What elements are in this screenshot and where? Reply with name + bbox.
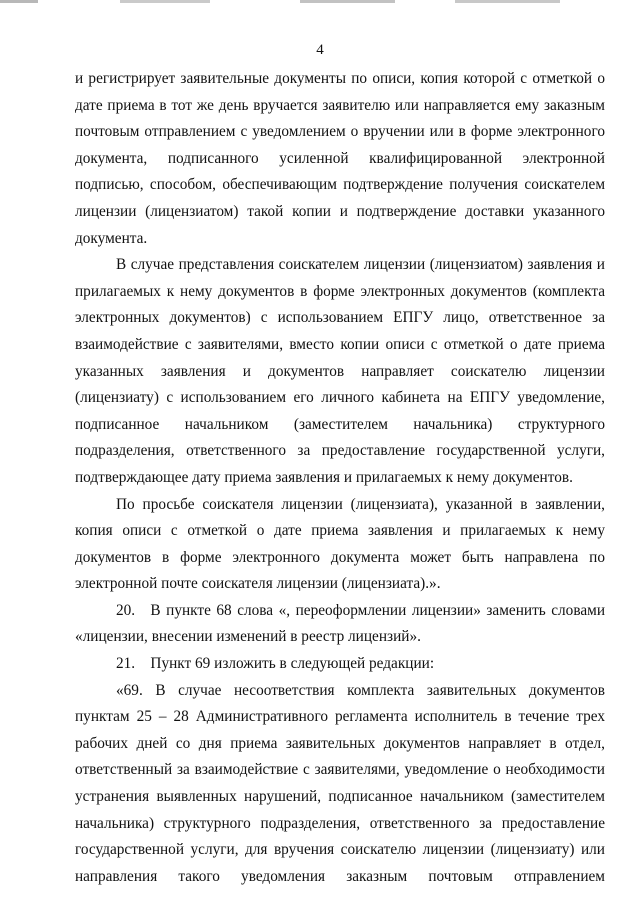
paragraph-email-copy: По просьбе соискателя лицензии (лицензиата), указанной в заявлении, копия описи с отметкой о дате приема заявления и прилагаемых к нему документов в форме электронного документа может быть направлена по электронной почте соискателя лицензии (лицензиата).». (75, 495, 605, 593)
paragraph-epgu-notification: В случае представления соискателем лицензии (лицензиатом) заявления и прилагаемых к нему документов в форме электронных документов (комплекта электронных документов) с использованием ЕПГУ лицо, ответственное за взаимодействие с заявителями, вместо копии описи с отметкой о дате приема указанных заявления и документов направляет соискателю лицензии (лицензиату) с использованием его личного кабинета на ЕПГУ уведомление, подписанное начальником (заместителем начальника) структурного подразделения, ответственного за предоставление государственной услуги, подтверждающее дату приема заявления и прилагаемых к нему документов. (75, 256, 605, 486)
document-body (75, 66, 605, 890)
paragraph-continuation: и регистрирует заявительные документы по описи, копия которой с отметкой о дате приема в тот же день вручается заявителю или направляется ему заказным почтовым отправлением с уведомлением о вручении или в форме электронного документа, подписанного усиленной квалифицированной электронной подписью, способом, обеспечивающим подтверждение получения соискателем лицензии (лицензиатом) такой копии и подтверждение доставки указанного документа. (75, 70, 605, 247)
paragraph-item-21: 21. Пункт 69 изложить в следующей редакции: (116, 655, 435, 673)
paragraph-item-20: 20. В пункте 68 слова «, переоформлении лицензии» заменить словами «лицензии, внесении изменений в реестр лицензий». (75, 601, 605, 646)
scan-top-edge (0, 0, 640, 3)
paragraph-item-69: «69. В случае несоответствия комплекта заявительных документов пунктам 25 – 28 Административного регламента исполнитель в течение трех рабочих дней со дня приема заявительных документов направляет в отдел, ответственный за взаимодействие с заявителями, уведомление о необходимости устранения выявленных нарушений, подписанное начальником (заместителем начальника) структурного подразделения, ответственного за предоставление государственной услуги, для вручения соискателю лицензии (лицензиату) или направления такого уведомления заказным почтовым отправлением (75, 681, 605, 885)
page-number: 4 (316, 42, 324, 58)
